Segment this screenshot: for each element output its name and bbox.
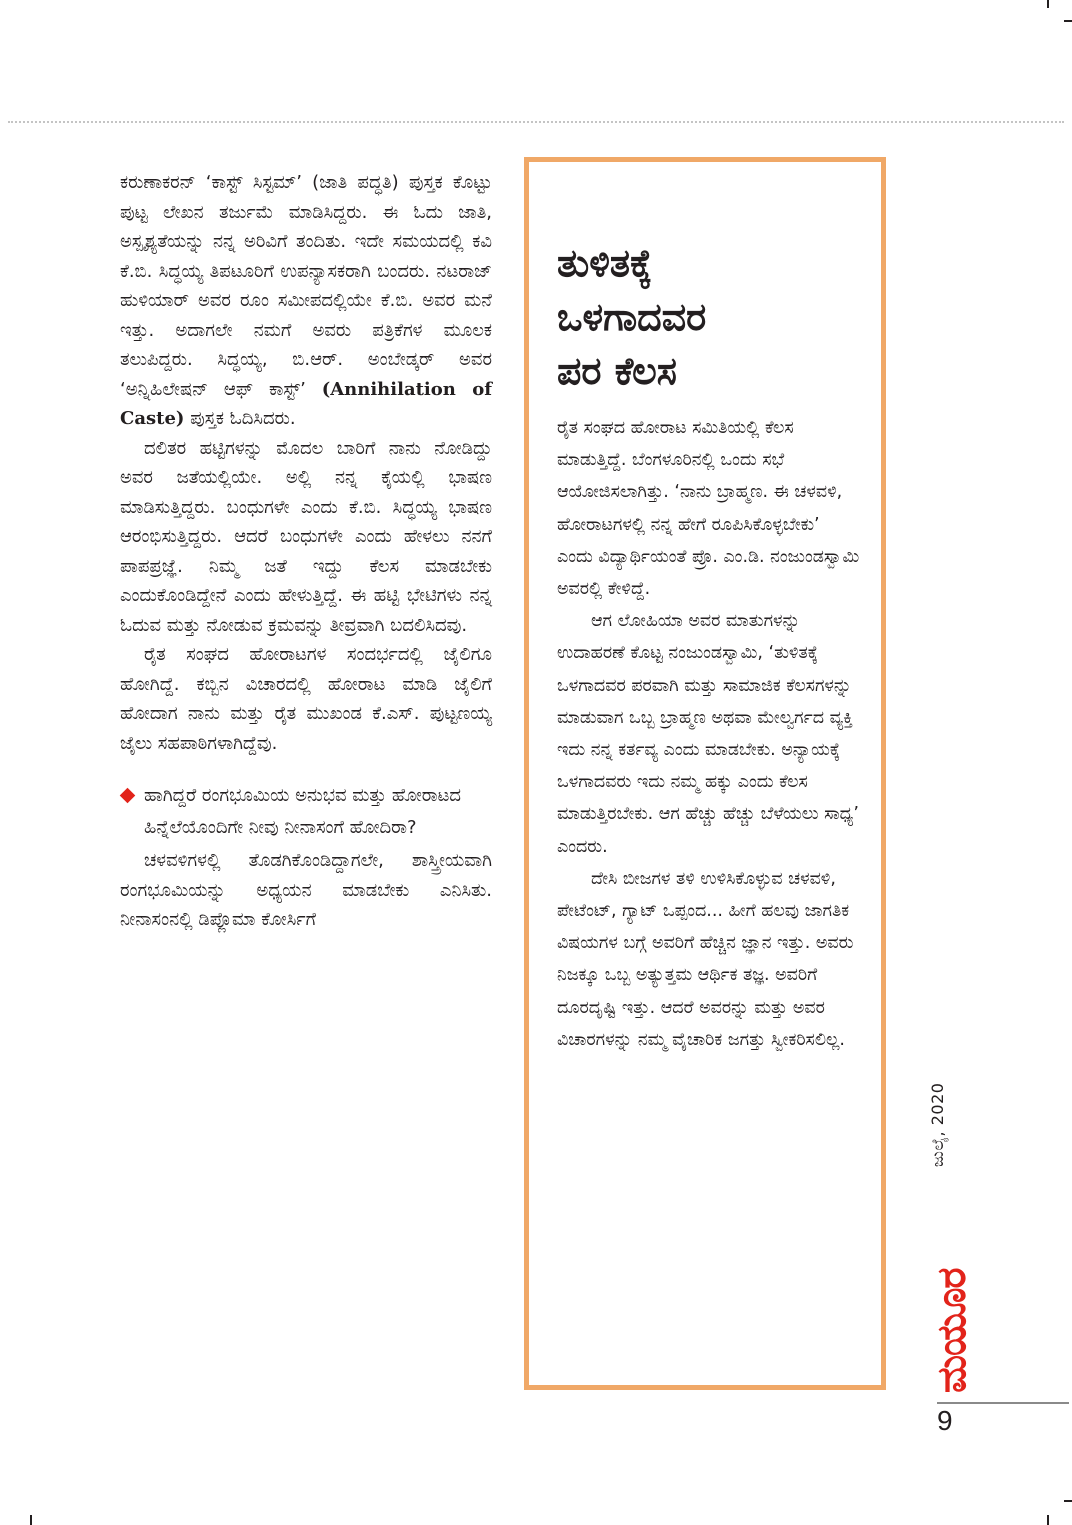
interview-question [120, 780, 492, 844]
paragraph-text: ಪುಸ್ತಕ ಓದಿಸಿದರು. [190, 408, 296, 429]
sidebar-paragraph: ರೈತ ಸಂಘದ ಹೋರಾಟ ಸಮಿತಿಯಲ್ಲಿ ಕೆಲಸ ಮಾಡುತ್ತಿದ್ದೆ. ಬೆಂಗಳೂರಿನಲ್ಲಿ ಒಂದು ಸಭೆ ಆಯೋಜಿಸಲಾಗಿತ್ತು. ‘ನಾನು ಬ್ರಾಹ್ಮಣ. ಈ ಚಳವಳಿ, ಹೋರಾಟಗಳಲ್ಲಿ ನನ್ನ ಹೇಗೆ ರೂಪಿಸಿಕೊಳ್ಳಬೇಕು’ ಎಂದು ವಿದ್ಯಾರ್ಥಿಯಂತೆ ಪ್ರೊ. ಎಂ.ಡಿ. ನಂಜುಂಡಸ್ವಾಮಿ ಅವರಲ್ಲಿ ಕೇಳಿದ್ದೆ. [557, 418, 860, 600]
crop-mark [1064, 20, 1072, 22]
article-paragraph: ಚಳವಳಿಗಳಲ್ಲಿ ತೊಡಗಿಕೊಂಡಿದ್ದಾಗಲೇ, ಶಾಸ್ತ್ರೀಯವಾಗಿ ರಂಗಭೂಮಿಯನ್ನು ಅಧ್ಯಯನ ಮಾಡಬೇಕು ಎನಿಸಿತು. ನೀನಾಸಂನಲ್ಲಿ ಡಿಪ್ಲೊಮಾ ಕೋರ್ಸಿಗೆ [120, 850, 492, 930]
crop-mark [1047, 0, 1049, 8]
folio-rule [937, 1402, 1069, 1404]
page-number: 9 [937, 1405, 953, 1436]
article-paragraph: ದಲಿತರ ಹಟ್ಟಿಗಳನ್ನು ಮೊದಲ ಬಾರಿಗೆ ನಾನು ನೋಡಿದ್ದು ಅವರ ಜತೆಯಲ್ಲಿಯೇ. ಅಲ್ಲಿ ನನ್ನ ಕೈಯಲ್ಲಿ ಭಾಷಣ ಮಾಡಿಸುತ್ತಿದ್ದರು. ಬಂಧುಗಳೇ ಎಂದು ಕೆ.ಬಿ. ಸಿದ್ಧಯ್ಯ ಭಾಷಣ ಆರಂಭಿಸುತ್ತಿದ್ದರು. ಆದರೆ ಬಂಧುಗಳೇ ಎಂದು ಹೇಳಲು ನನಗೆ ಪಾಪಪ್ರಜ್ಞೆ. ನಿಮ್ಮ ಜತೆ ಇದ್ದು ಕೆಲಸ ಮಾಡಬೇಕು ಎಂದುಕೊಂಡಿದ್ದೇನೆ ಎಂದು ಹೇಳುತ್ತಿದ್ದೆ. ಈ ಹಟ್ಟಿ ಭೇಟಿಗಳು ನನ್ನ ಓದುವ ಮತ್ತು ನೋಡುವ ಕ್ರಮವನ್ನು ತೀವ್ರವಾಗಿ ಬದಲಿಸಿದವು. [120, 437, 492, 636]
sidebar-title-line: ಪರ ಕೆಲಸ [557, 349, 677, 393]
sidebar-paragraph: ಆಗ ಲೋಹಿಯಾ ಅವರ ಮಾತುಗಳನ್ನು ಉದಾಹರಣೆ ಕೊಟ್ಟ ನಂಜುಂಡಸ್ವಾಮಿ, ‘ತುಳಿತಕ್ಕೆ ಒಳಗಾದವರ ಪರವಾಗಿ ಮತ್ತು ಸಾಮಾಜಿಕ ಕೆಲಸಗಳನ್ನು ಮಾಡುವಾಗ ಒಬ್ಬ ಬ್ರಾಹ್ಮಣ ಅಥವಾ ಮೇಲ್ವರ್ಗದ ವ್ಯಕ್ತಿ ಇದು ನನ್ನ ಕರ್ತವ್ಯ ಎಂದು ಮಾಡಬೇಕು. ಅನ್ಯಾಯಕ್ಕೆ ಒಳಗಾದವರು ಇದು ನಮ್ಮ ಹಕ್ಕು ಎಂದು ಕೆಲಸ ಮಾಡುತ್ತಿರಬೇಕು. ಆಗ ಹೆಚ್ಚು ಹೆಚ್ಚು ಬೆಳೆಯಲು ಸಾಧ್ಯ’ ಎಂದರು. [557, 611, 859, 857]
header-dotted-rule [8, 121, 1064, 123]
sidebar-body [557, 412, 861, 1056]
crop-mark [30, 1515, 32, 1525]
sidebar-paragraph: ದೇಸಿ ಬೀಜಗಳ ತಳಿ ಉಳಿಸಿಕೊಳ್ಳುವ ಚಳವಳಿ, ಪೇಟೆಂಟ್, ಗ್ಯಾಟ್ ಒಪ್ಪಂದ... ಹೀಗೆ ಹಲವು ಜಾಗತಿಕ ವಿಷಯಗಳ ಬಗ್ಗೆ ಅವರಿಗೆ ಹೆಚ್ಚಿನ ಜ್ಞಾನ ಇತ್ತು. ಅವರು ನಿಜಕ್ಕೂ ಒಬ್ಬ ಅತ್ಯುತ್ತಮ ಆರ್ಥಿಕ ತಜ್ಞ. ಅವರಿಗೆ ದೂರದೃಷ್ಟಿ ಇತ್ತು. ಆದರೆ ಅವರನ್ನು ಮತ್ತು ಅವರ ವಿಚಾರಗಳನ್ನು ನಮ್ಮ ವೈಚಾರಿಕ ಜಗತ್ತು ಸ್ವೀಕರಿಸಲಿಲ್ಲ. [557, 868, 854, 1050]
issue-date: ಜುಲೈ, 2020 [928, 1082, 947, 1167]
paragraph-text: ಕರುಣಾಕರನ್ ‘ಕಾಸ್ಟ್ ಸಿಸ್ಟಮ್’ (ಜಾತಿ ಪದ್ಧತಿ) ಪುಸ್ತಕ ಕೊಟ್ಟು ಪುಟ್ಟ ಲೇಖನ ತರ್ಜುಮೆ ಮಾಡಿಸಿದ್ದರು. ಈ ಓದು ಜಾತಿ, ಅಸ್ಪೃಶ್ಯತೆಯನ್ನು ನನ್ನ ಅರಿವಿಗೆ ತಂದಿತು. ಇದೇ ಸಮಯದಲ್ಲಿ ಕವಿ ಕೆ.ಬಿ. ಸಿದ್ಧಯ್ಯ ತಿಪಟೂರಿಗೆ ಉಪನ್ಯಾಸಕರಾಗಿ ಬಂದರು. ನಟರಾಜ್ ಹುಳಿಯಾರ್ ಅವರ ರೂಂ ಸಮೀಪದಲ್ಲಿಯೇ ಕೆ.ಬಿ. ಅವರ ಮನೆ ಇತ್ತು. ಅದಾಗಲೇ ನಮಗೆ ಅವರು ಪತ್ರಿಕೆಗಳ ಮೂಲಕ ತಲುಪಿದ್ದರು. ಸಿದ್ಧಯ್ಯ, ಬಿ.ಆರ್. ಅಂಬೇಡ್ಕರ್ ಅವರ ‘ಅನ್ನಿಹಿಲೇಷನ್ ಆಫ್ ಕಾಸ್ಟ್’ [120, 172, 492, 400]
sidebar-title-line: ಒಳಗಾದವರ [557, 295, 707, 339]
english-book-title: (Annihilation of Caste) [120, 378, 492, 429]
sidebar-box [524, 157, 886, 1390]
sidebar-title-line: ತುಳಿತಕ್ಕೆ [557, 241, 653, 285]
diamond-bullet-icon [120, 788, 136, 804]
question-text: ಹಾಗಿದ್ದರೆ ರಂಗಭೂಮಿಯ ಅನುಭವ ಮತ್ತು ಹೋರಾಟದ ಹಿನ್ನೆಲೆಯೊಂದಿಗೇ ನೀವು ನೀನಾಸಂಗೆ ಹೋದಿರಾ? [144, 785, 462, 838]
magazine-logo: ಮಯೂರ [929, 1268, 975, 1393]
sidebar-title [557, 236, 861, 398]
crop-mark [1047, 1515, 1049, 1525]
article-paragraph: ರೈತ ಸಂಘದ ಹೋರಾಟಗಳ ಸಂದರ್ಭದಲ್ಲಿ ಜೈಲಿಗೂ ಹೋಗಿದ್ದೆ. ಕಬ್ಬಿನ ವಿಚಾರದಲ್ಲಿ ಹೋರಾಟ ಮಾಡಿ ಜೈಲಿಗೆ ಹೋದಾಗ ನಾನು ಮತ್ತು ರೈತ ಮುಖಂಡ ಕೆ.ಎಸ್. ಪುಟ್ಟಣಯ್ಯ ಜೈಲು ಸಹಪಾಠಿಗಳಾಗಿದ್ದೆವು. [120, 644, 492, 754]
article-main-column [120, 168, 492, 935]
article-paragraph [120, 168, 492, 434]
crop-mark [1064, 1500, 1072, 1502]
